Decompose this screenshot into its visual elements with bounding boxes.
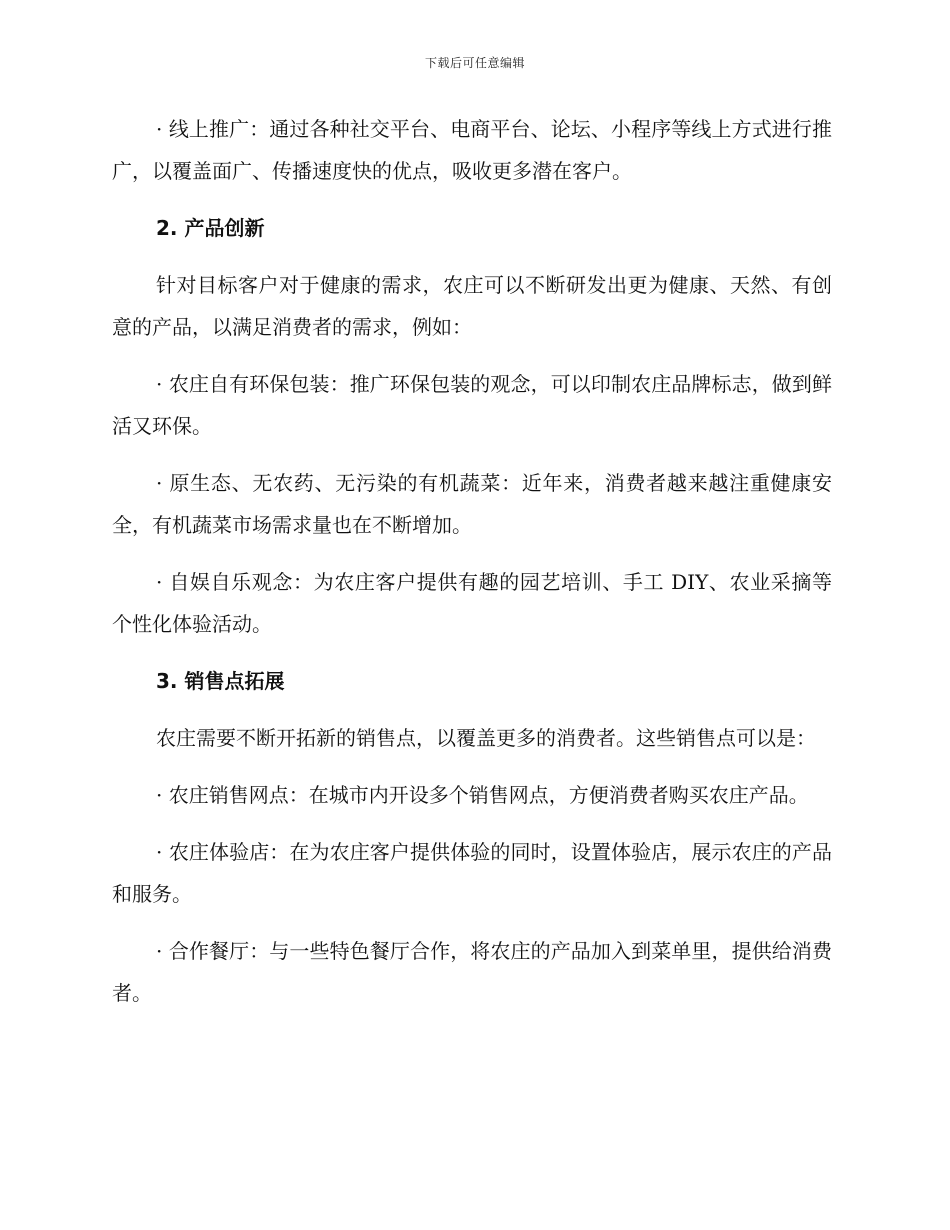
page-header: 下载后可任意编辑 [424,56,525,70]
section-heading-sales-expansion: 3. 销售点拓展 [156,669,285,693]
bullet-organic-vegetables: · 原生态、无农药、无污染的有机蔬菜：近年来，消费者越来越注重健康安全，有机蔬菜市场需求量也在不断增加。 [112,471,832,537]
bullet-eco-packaging: · 农庄自有环保包装：推广环保包装的观念，可以印制农庄品牌标志，做到鲜活又环保。 [112,372,832,438]
bullet-sales-outlets: · 农庄销售网点：在城市内开设多个销售网点，方便消费者购买农庄产品。 [156,783,809,807]
bullet-partner-restaurants: · 合作餐厅：与一些特色餐厅合作，将农庄的产品加入到菜单里，提供给消费者。 [112,939,832,1005]
section-heading-product-innovation: 2. 产品创新 [156,216,265,240]
paragraph-product-innovation-intro: 针对目标客户对于健康的需求，农庄可以不断研发出更为健康、天然、有创意的产品，以满足消费者的需求，例如： [112,273,832,339]
paragraph-sales-expansion-intro: 农庄需要不断开拓新的销售点，以覆盖更多的消费者。这些销售点可以是： [156,726,816,750]
bullet-online-promotion: · 线上推广：通过各种社交平台、电商平台、论坛、小程序等线上方式进行推广，以覆盖面广、传播速度快的优点，吸收更多潜在客户。 [112,117,832,183]
bullet-entertainment-concept: · 自娱自乐观念：为农庄客户提供有趣的园艺培训、手工 DIY、农业采摘等个性化体验活动。 [112,570,832,636]
bullet-experience-store: · 农庄体验店：在为农庄客户提供体验的同时，设置体验店，展示农庄的产品和服务。 [112,840,832,906]
page-content [112,108,832,1029]
